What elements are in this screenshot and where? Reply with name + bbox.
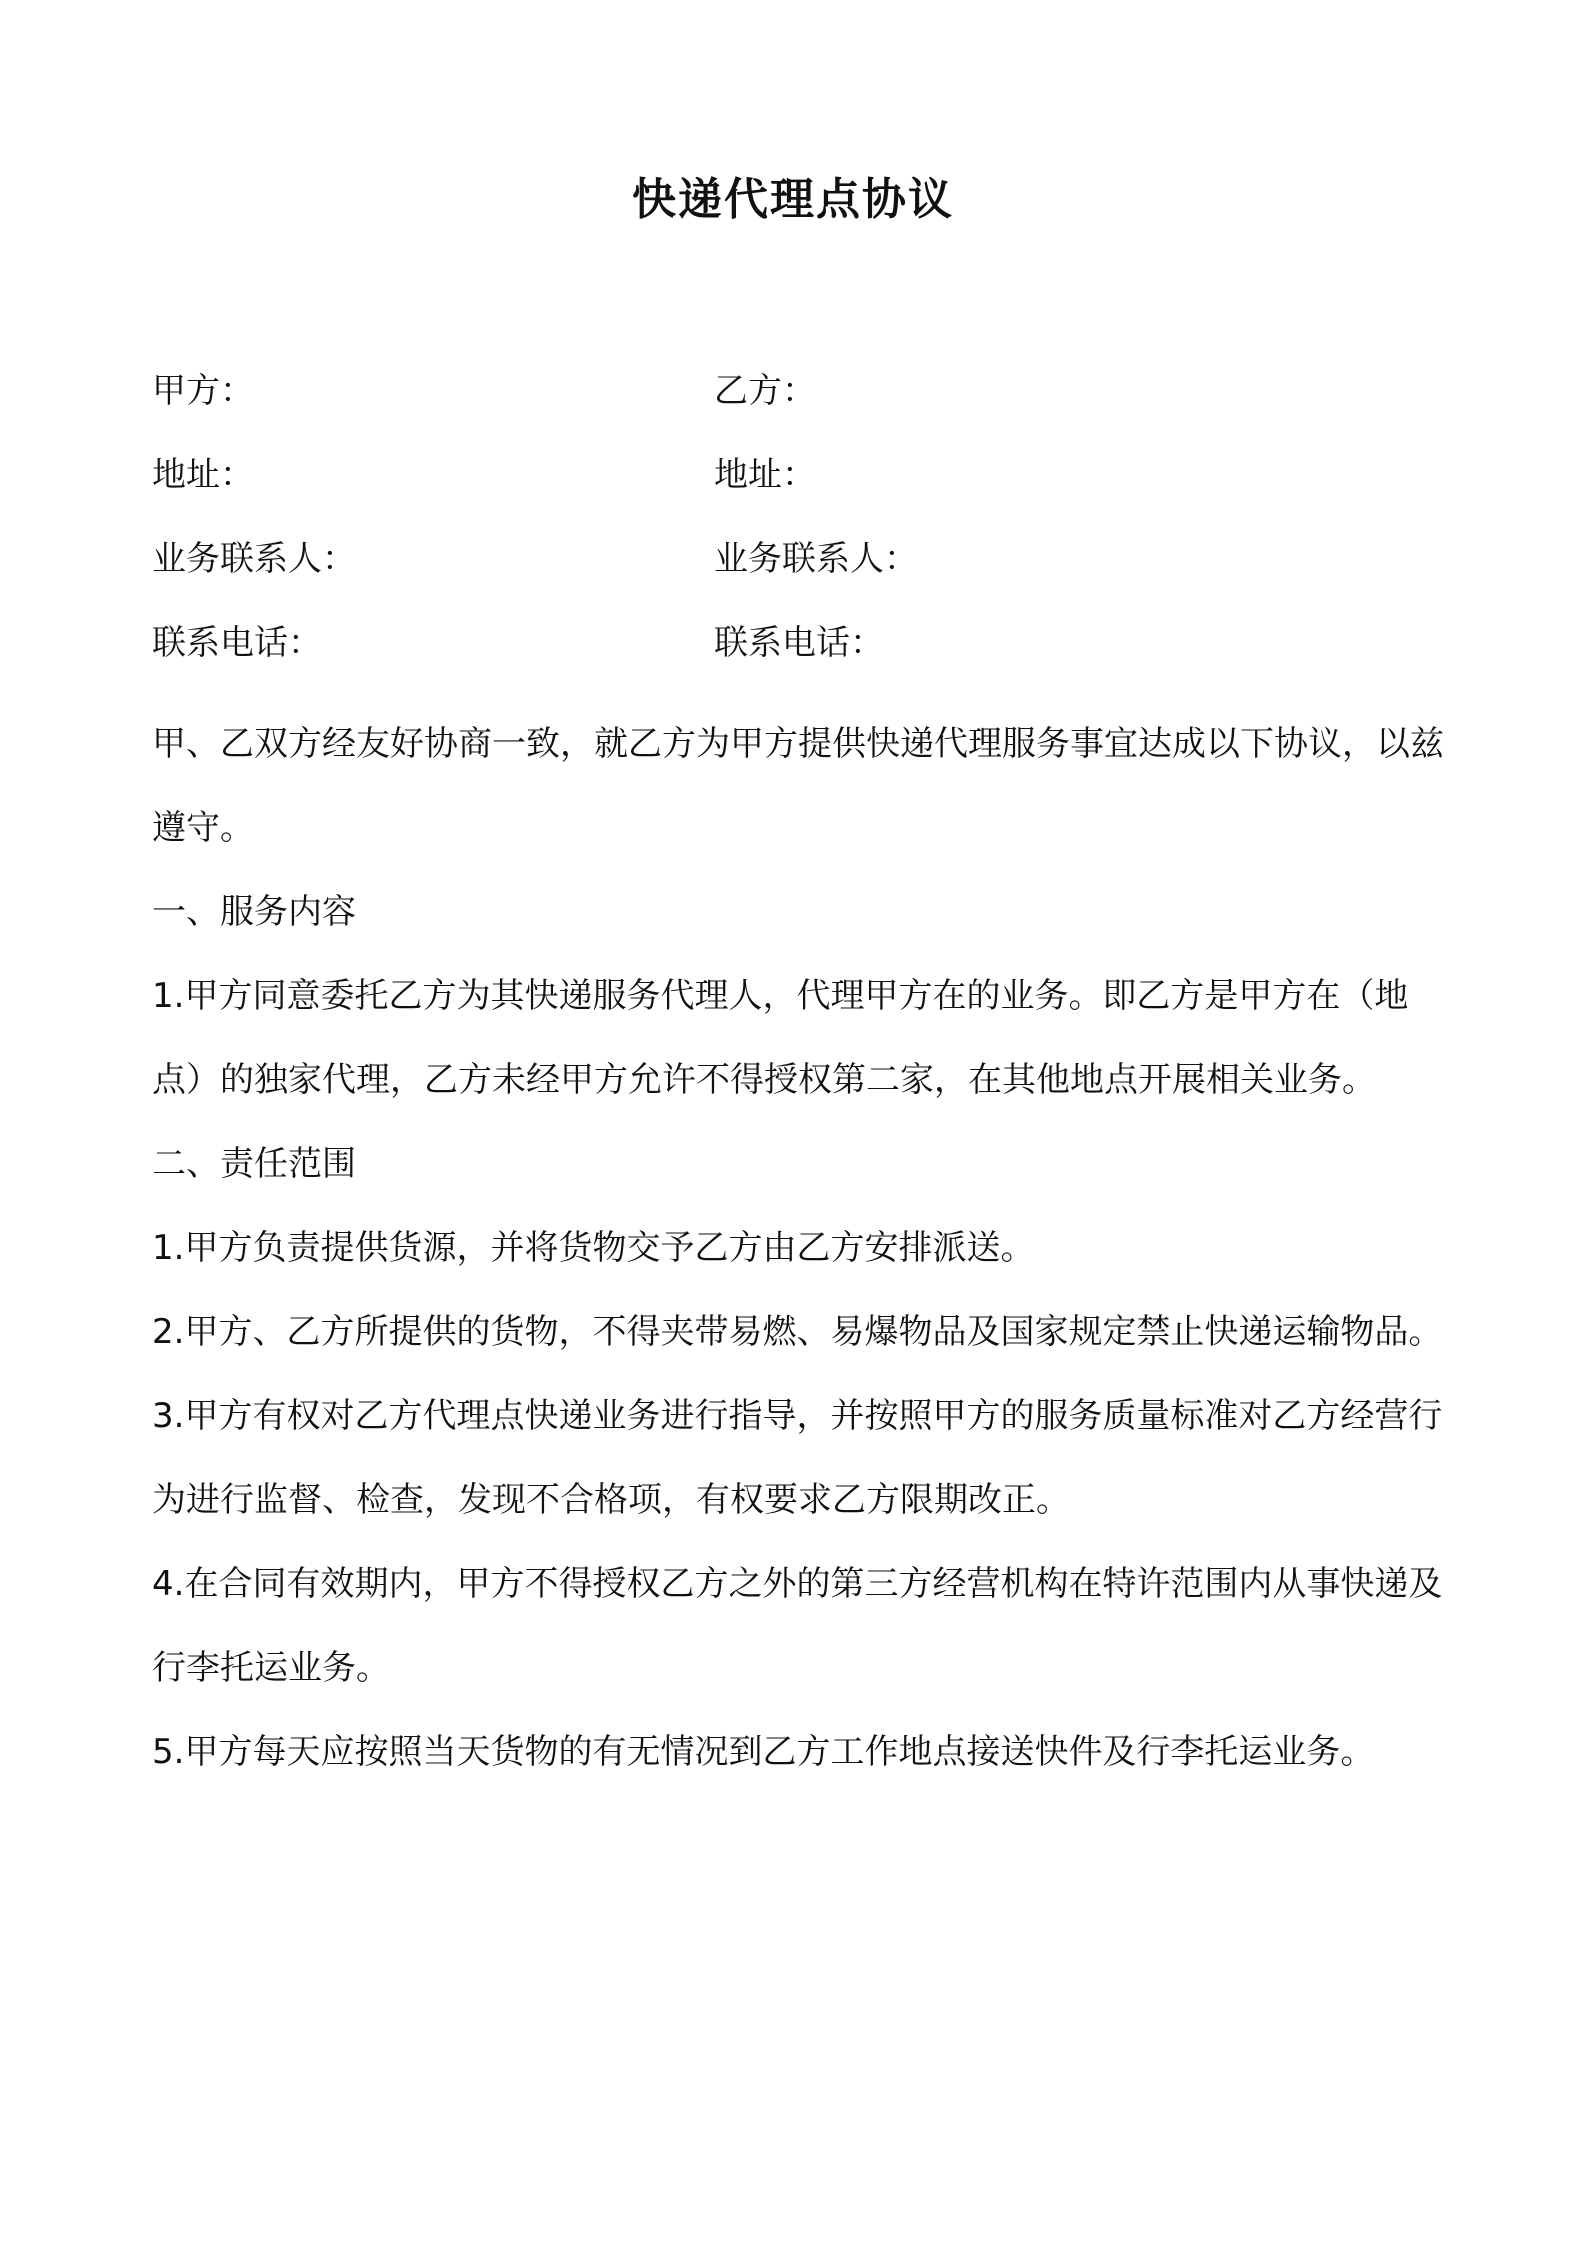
party-b-address-label: 地址： [714,455,816,495]
party-row-name [152,366,1452,450]
party-a-contact-label: 业务联系人： [152,539,356,579]
section-heading-service: 一、服务内容 [152,892,356,932]
document-title: 快递代理点协议 [632,174,954,225]
party-a-phone-label: 联系电话： [152,623,322,663]
service-clause-1: 1.甲方同意委托乙方为其快递服务代理人，代理甲方在的业务。即乙方是甲方在（地点）的独家代理，乙方未经甲方允许不得授权第二家，在其他地点开展相关业务。 [152,976,1409,1100]
responsibility-clause-3: 3.甲方有权对乙方代理点快递业务进行指导，并按照甲方的服务质量标准对乙方经营行为进行监督、检查，发现不合格项，有权要求乙方限期改正。 [152,1396,1443,1520]
responsibility-clause-5: 5.甲方每天应按照当天货物的有无情况到乙方工作地点接送快件及行李托运业务。 [152,1732,1375,1772]
party-a-name-label: 甲方： [152,371,254,411]
responsibility-clause-2: 2.甲方、乙方所提供的货物，不得夹带易燃、易爆物品及国家规定禁止快递运输物品。 [152,1312,1443,1352]
party-b-contact-label: 业务联系人： [714,539,918,579]
party-info-grid [152,366,1452,702]
agreement-body [152,702,1452,1794]
responsibility-clause-4: 4.在合同有效期内，甲方不得授权乙方之外的第三方经营机构在特许范围内从事快递及行李托运业务。 [152,1564,1443,1688]
party-row-address [152,450,1452,534]
responsibility-clause-1: 1.甲方负责提供货源，并将货物交予乙方由乙方安排派送。 [152,1228,1035,1268]
party-row-contact [152,534,1452,618]
section-heading-responsibility: 二、责任范围 [152,1144,356,1184]
party-row-phone [152,618,1452,702]
party-a-address-label: 地址： [152,455,254,495]
intro-paragraph: 甲、乙双方经友好协商一致，就乙方为甲方提供快递代理服务事宜达成以下协议，以兹遵守。 [152,724,1444,848]
party-b-phone-label: 联系电话： [714,623,884,663]
party-b-name-label: 乙方： [714,371,816,411]
